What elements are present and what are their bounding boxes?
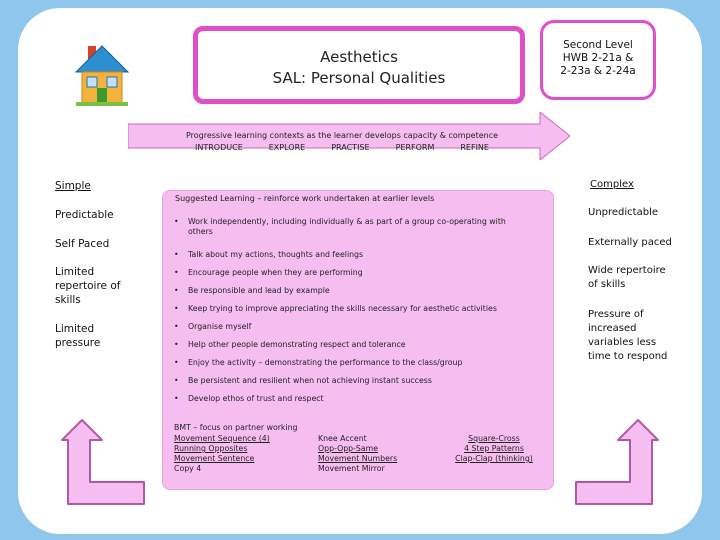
bullet-dot: • — [174, 322, 179, 331]
left-label-predictable: Predictable — [55, 209, 114, 221]
stage-practise: PRACTISE — [331, 143, 370, 152]
suggested-heading: Suggested Learning – reinforce work undertaken at earlier levels — [175, 194, 435, 203]
progression-caption: Progressive learning contexts as the learner develops capacity & competence — [185, 131, 499, 140]
list-item: • Be persistent and resilient when not achieving instant success — [174, 376, 432, 385]
right-label-externally-paced: Externally paced — [588, 237, 672, 248]
list-item: • Talk about my actions, thoughts and feelings — [174, 250, 364, 259]
bmt-item: Running Opposites — [174, 444, 248, 453]
left-label-self-paced: Self Paced — [55, 238, 110, 250]
title-box — [193, 26, 525, 104]
stage-explore: EXPLORE — [268, 143, 306, 152]
bmt-heading: BMT – focus on partner working — [174, 423, 298, 432]
bent-up-arrow-left-icon — [60, 418, 146, 508]
list-item: • Enjoy the activity – demonstrating the performance to the class/group — [174, 358, 463, 367]
bmt-item: Clap-Clap (thinking) — [455, 454, 533, 463]
list-item: • Develop ethos of trust and respect — [174, 394, 324, 403]
list-item: • Help other people demonstrating respect and tolerance — [174, 340, 406, 349]
bmt-item: Movement Sentence — [174, 454, 255, 463]
bmt-item: Knee Accent — [318, 434, 367, 443]
bmt-item: Movement Mirror — [318, 464, 385, 473]
level-line-3: 2-23a & 2-24a — [560, 65, 636, 77]
house-icon — [74, 44, 130, 108]
bmt-column-2 — [318, 434, 397, 474]
right-label-wide-repertoire: Wide repertoire of skills — [588, 265, 666, 290]
bullet-dot: • — [174, 268, 179, 277]
bullet-dot: • — [174, 217, 179, 226]
list-item: • Organise myself — [174, 322, 252, 331]
right-label-complex: Complex — [590, 179, 634, 190]
level-line-1: Second Level — [563, 39, 633, 51]
stage-refine: REFINE — [460, 143, 489, 152]
title-line-2: SAL: Personal Qualities — [272, 69, 446, 87]
bullet-dot: • — [174, 358, 179, 367]
bullet-dot: • — [174, 304, 179, 313]
list-item: • Be responsible and lead by example — [174, 286, 330, 295]
stage-introduce: INTRODUCE — [195, 143, 243, 152]
bmt-item: Movement Numbers — [318, 454, 398, 463]
bmt-item: Movement Sequence (4) — [174, 434, 270, 443]
bullet-dot: • — [174, 286, 179, 295]
left-label-simple: Simple — [55, 180, 91, 192]
left-label-limited-repertoire: Limited repertoire of skills — [55, 266, 121, 306]
bullet-dot: • — [174, 250, 179, 259]
bmt-column-1 — [174, 434, 270, 474]
bmt-item: 4 Step Patterns — [464, 444, 524, 453]
title-line-1: Aesthetics — [320, 48, 398, 66]
right-label-pressure: Pressure of increased variables less time to respond — [588, 309, 668, 362]
list-item: • Keep trying to improve appreciating the skills necessary for aesthetic activities — [174, 304, 497, 313]
bmt-item: Opp-Opp-Same — [318, 444, 379, 453]
list-item: • Encourage people when they are performing — [174, 268, 363, 277]
bmt-item: Copy 4 — [174, 464, 202, 473]
bullet-dot: • — [174, 376, 179, 385]
bullet-dot: • — [174, 394, 179, 403]
right-label-unpredictable: Unpredictable — [588, 207, 658, 218]
progression-text — [150, 130, 534, 154]
bullet-dot: • — [174, 340, 179, 349]
bent-up-arrow-right-icon — [574, 418, 660, 508]
list-item: • Work independently, including individually & as part of a group co-operating with others — [174, 217, 506, 236]
curriculum-level-box — [540, 20, 656, 100]
bmt-column-3 — [453, 434, 535, 464]
stage-perform: PERFORM — [395, 143, 435, 152]
bmt-item: Square-Cross — [468, 434, 520, 443]
left-label-limited-pressure: Limited pressure — [55, 323, 101, 349]
level-line-2: HWB 2-21a & — [562, 52, 634, 64]
